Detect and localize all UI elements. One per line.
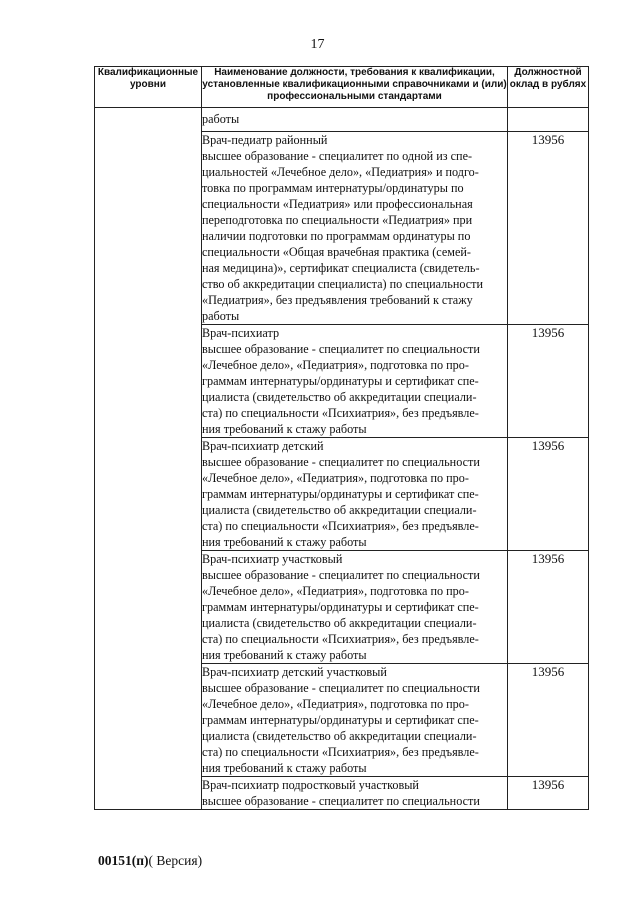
qualification-level-cell [95,108,202,810]
document-version: ( Версия) [148,853,203,868]
position-description-cell [202,664,508,777]
page-number: 17 [310,37,325,52]
position-requirements: высшее образование - специалитет по специальности [202,794,480,808]
salary-cell: 13956 [508,325,589,438]
continuation-cell [202,108,508,132]
salary-cell: 13956 [508,664,589,777]
position-requirements: высшее образование - специалитет по специальности «Лечебное дело», «Педиатрия», подготовка по про- граммам интернатуры/ординатуры и сертификат спе- циалиста (свидетельство об аккредитации специали- ста) по специальности «Психиатрия», без предъявле- ния требований к стажу работы [202,342,480,436]
table-header-row [95,67,589,108]
position-title: Врач-психиатр детский [202,439,324,453]
position-title: Врач-психиатр участковый [202,552,343,566]
position-requirements: высшее образование - специалитет по специальности «Лечебное дело», «Педиатрия», подготовка по про- граммам интернатуры/ординатуры и сертификат спе- циалиста (свидетельство об аккредитации специали- ста) по специальности «Психиатрия», без предъявле- ния требований к стажу работы [202,568,480,662]
position-description-cell [202,132,508,325]
position-requirements: высшее образование - специалитет по одной из спе- циальностей «Лечебное дело», «Педиатрия» и подго- товка по программам интернатуры/ординатуры по специальности «Педиатрия» или профессиональная переподготовка по специальности «Педиатрия» при наличии подготовки по программам ординатуры по специальности «Общая врачебная практика (семей- ная медицина)», сертификат специалиста (свидетель- ство об аккредитации специалиста) по специальности «Педиатрия», без предъявления требований к стажу работы [202,149,483,323]
position-requirements: высшее образование - специалитет по специальности «Лечебное дело», «Педиатрия», подготовка по про- граммам интернатуры/ординатуры и сертификат спе- циалиста (свидетельство об аккредитации специали- ста) по специальности «Психиатрия», без предъявле- ния требований к стажу работы [202,681,480,775]
document-code: 00151(п) [98,853,149,868]
position-description-cell [202,777,508,810]
position-description-cell [202,551,508,664]
position-requirements: высшее образование - специалитет по специальности «Лечебное дело», «Педиатрия», подготовка по про- граммам интернатуры/ординатуры и сертификат спе- циалиста (свидетельство об аккредитации специали- ста) по специальности «Психиатрия», без предъявле- ния требований к стажу работы [202,455,480,549]
header-salary: Должностной оклад в рублях [508,67,589,108]
position-title: Врач-педиатр районный [202,133,328,147]
qualification-table [94,66,589,810]
salary-cell: 13956 [508,777,589,810]
header-qualification-levels: Квалификационные уровни [95,67,202,108]
position-description-cell [202,325,508,438]
position-description-cell [202,438,508,551]
continuation-text: работы [202,112,240,126]
salary-cell: 13956 [508,132,589,325]
continuation-salary-cell [508,108,589,132]
table-row-continuation [95,108,589,132]
header-position-requirements: Наименование должности, требования к квалификации, установленные квалификационными справочниками и (или) профессиональными стандартами [202,67,508,108]
position-title: Врач-психиатр детский участковый [202,665,387,679]
salary-cell: 13956 [508,438,589,551]
salary-cell: 13956 [508,551,589,664]
document-footer [98,853,202,869]
position-title: Врач-психиатр [202,326,280,340]
position-title: Врач-психиатр подростковый участковый [202,778,419,792]
